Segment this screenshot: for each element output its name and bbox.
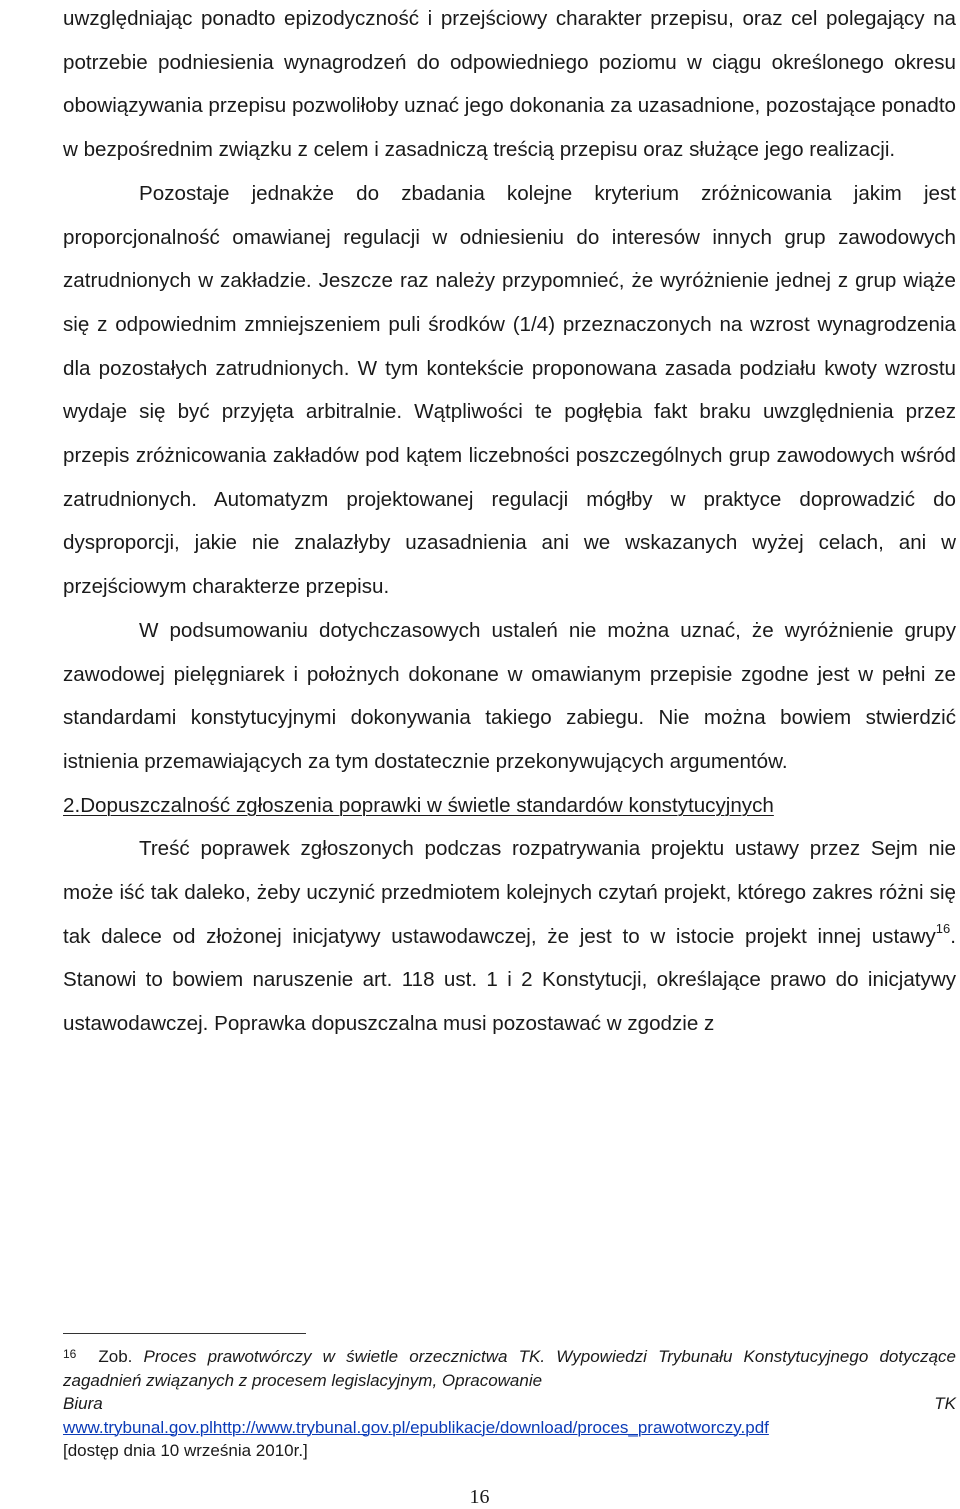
document-body [63,0,956,1046]
footnotes [63,1345,956,1463]
footnote-reference[interactable]: 16 [935,920,951,936]
document-page [63,0,957,1508]
footnote-lead: Zob. [98,1347,133,1366]
paragraph-amendments-text: Treść poprawek zgłoszonych podczas rozpatrywania projektu ustawy przez Sejm nie może iść tak daleko, żeby uczynić przedmiotem kolejnych czytań projekt, którego zakres różni się tak dalece od złożonej inicjatywy ustawodawczej, że jest to w istocie projekt innej ustawy [63,837,956,948]
footnote-tk: TK [934,1394,956,1413]
footnote-16 [63,1345,956,1392]
paragraph-continuation: uwzględniając ponadto epizodyczność i przejściowy charakter przepisu, oraz cel polegający na potrzebie podniesienia wynagrodzeń do odpowiedniego poziomu w ciągu określonego okresu obowiązywania przepisu pozwoliłoby uznać jego dokonania za uzasadnione, pozostające ponadto w bezpośrednim związku z celem i zasadniczą treścią przepisu oraz służące jego realizacji. [63,7,957,162]
paragraph-summary: W podsumowaniu dotychczasowych ustaleń nie można uznać, że wyróżnienie grupy zawodowej pielęgniarek i położnych dokonane w omawianym przepisie zgodne jest w pełni ze standardami konstytucyjnymi dokonywania takiego zabiegu. Nie można bowiem stwierdzić istnienia przemawiających za tym dostatecznie przekonywujących argumentów. [63,618,956,773]
page-number: 16 [469,1486,490,1508]
footnote-access-date: [dostęp dnia 10 września 2010r.] [63,1441,308,1460]
paragraph-amendments [63,827,956,1046]
footnote-biura: Biura [63,1394,103,1413]
section-heading [63,784,956,828]
footnote-link[interactable]: www.trybunal.gov.plhttp://www.trybunal.gov.pl/epublikacje/download/proces_prawotworczy.pdf [63,1417,769,1437]
section-heading-text: Dopuszczalność zgłoszenia poprawki w świetle standardów konstytucyjnych [80,793,774,817]
footnote-link-line [63,1416,956,1440]
footnote-biura-line [63,1392,956,1416]
section-heading-number: 2. [63,793,81,817]
paragraph-proportionality: Pozostaje jednakże do zbadania kolejne kryterium zróżnicowania jakim jest proporcjonalność omawianej regulacji w odniesieniu do interesów innych grup zawodowych zatrudnionych w zakładzie. Jeszcze raz należy przypomnieć, że wyróżnienie jednej z grup wiąże się z odpowiednim zmniejszeniem puli środków (1/4) przeznaczonych na wzrost wynagrodzenia dla pozostałych zatrudnionych. W tym kontekście proponowana zasada podziału kwoty wzrostu wydaje się być przyjęta arbitralnie. Wątpliwości te pogłębia fakt braku uwzględnienia przez przepis zróżnicowania zakładów pod kątem liczebności poszczególnych grup zawodowych wśród zatrudnionych. Automatyzm projektowanej regulacji mógłby w praktyce doprowadzić do dysproporcji, jakie nie znalazłyby uzasadnienia ani we wskazanych wyżej celach, ani w przejściowym charakterze przepisu. [63,181,956,599]
footnote-title: Proces prawotwórczy w świetle orzecznictwa TK. Wypowiedzi Trybunału Konstytucyjnego dotyczące zagadnień związanych z procesem legislacyjnym, Opracowanie [63,1347,956,1390]
paragraph-amendments-continuation: . Stanowi to bowiem naruszenie art. 118 ust. 1 i 2 Konstytucji, określające prawo do inicjatywy ustawodawczej. Poprawka dopuszczalna musi pozostawać w zgodzie z [63,924,956,1036]
footnote-separator [63,1333,306,1334]
footnote-mark: 16 [63,1347,77,1361]
